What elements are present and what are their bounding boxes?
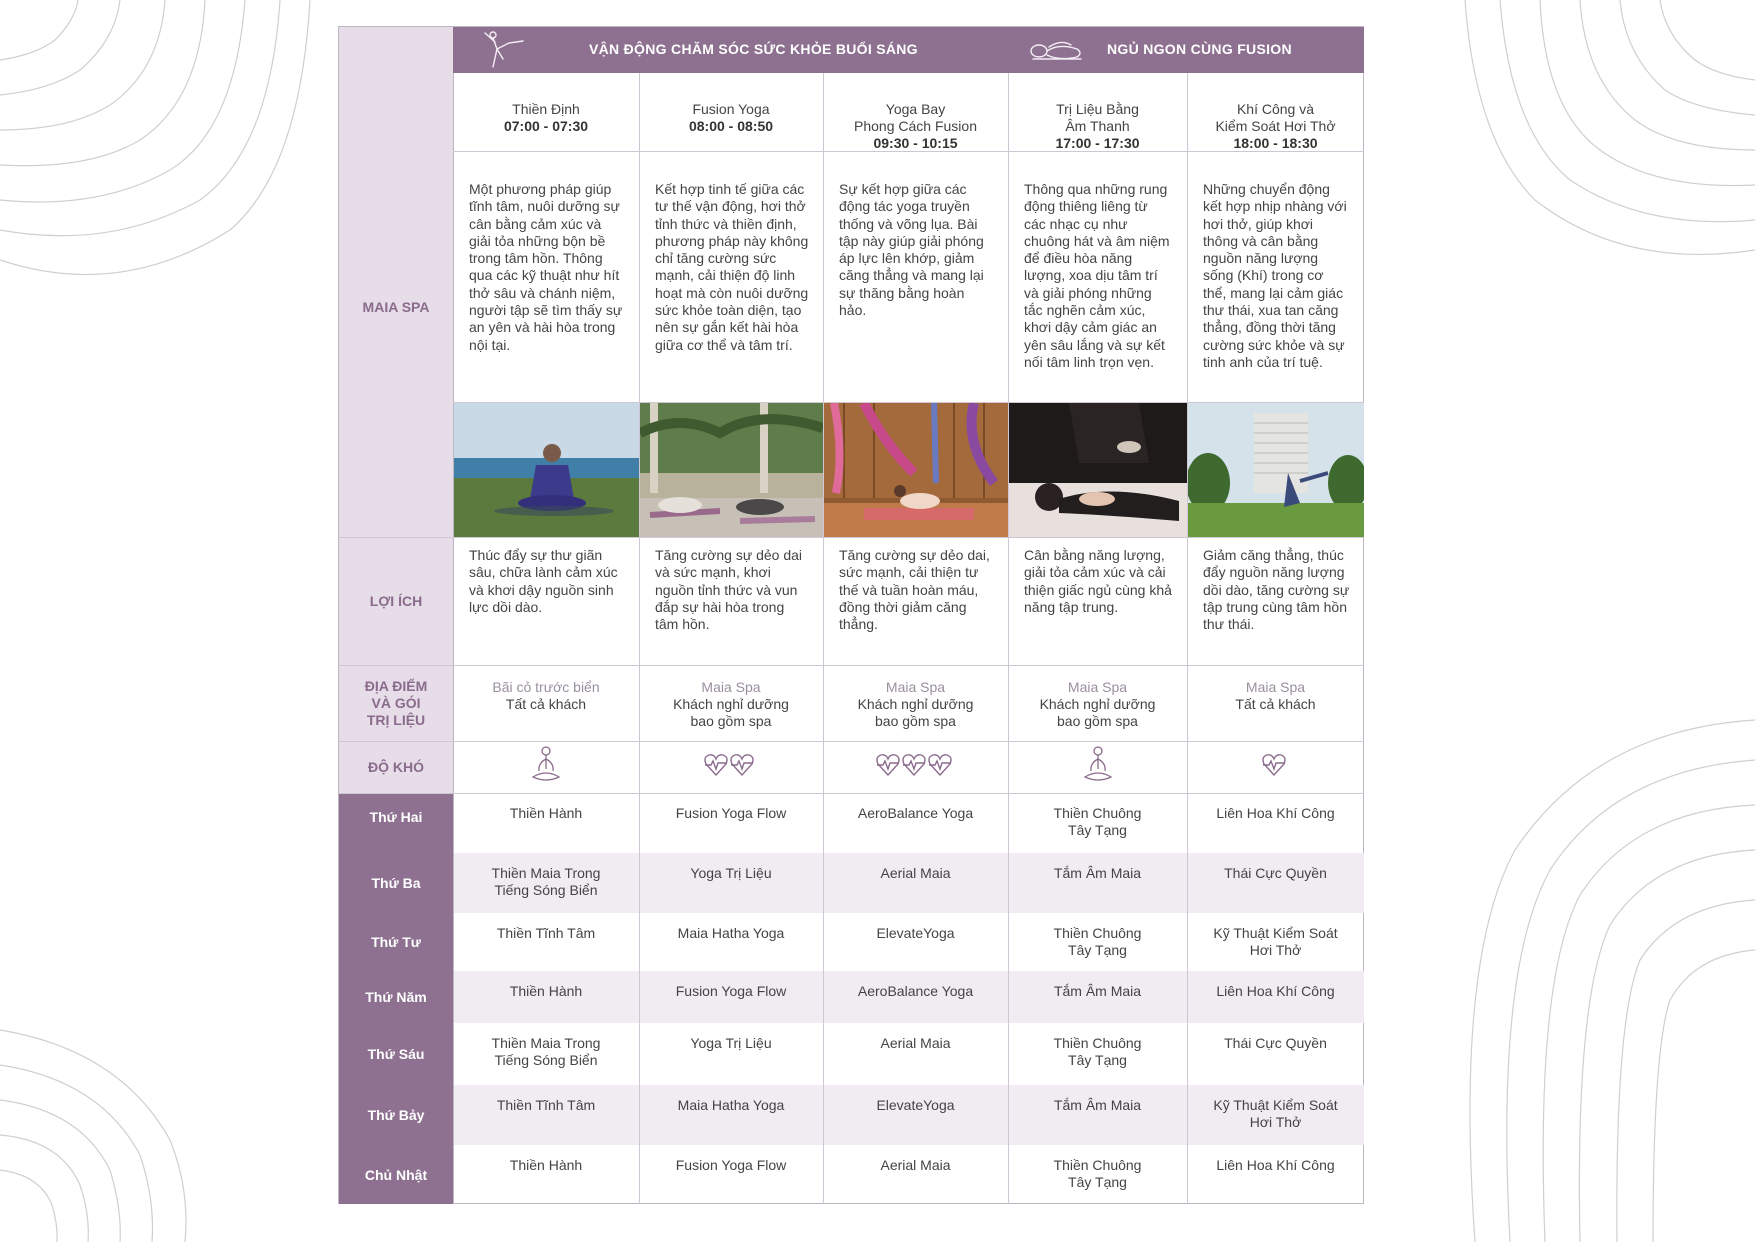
schedule-class bbox=[639, 853, 823, 913]
activity-benefit-4: Cân bằng năng lượng, giải tỏa cảm xúc và cải thiện giấc ngủ cùng khả năng tập trung. bbox=[1024, 547, 1172, 615]
activity-description-1: Một phương pháp giúp tĩnh tâm, nuôi dưỡng sự cân bằng cảm xúc và giải tỏa những bộn bề trong tâm hồn. Thông qua các kỹ thuật như hít thở sâu và chánh niệm, người tập sẽ tìm thấy sự an yên và hài hòa trong nội tại. bbox=[469, 181, 623, 353]
activity-name-line: Kiểm Soát Hơi Thở bbox=[1215, 118, 1336, 134]
activity-name-line: Fusion Yoga bbox=[692, 101, 770, 117]
meditation-icon bbox=[529, 745, 563, 790]
header-bar bbox=[453, 27, 1364, 73]
schedule-class bbox=[453, 913, 639, 971]
activity-name-line: Khí Công và bbox=[1236, 101, 1315, 117]
photo-fusion-yoga-class bbox=[640, 403, 823, 537]
activity-title-2 bbox=[639, 89, 823, 167]
schedule-day-7: Chủ Nhật bbox=[364, 1166, 428, 1183]
meditation-icon bbox=[1081, 745, 1115, 790]
schedule-class bbox=[639, 793, 823, 853]
schedule-class-line: Thiền Hành bbox=[509, 805, 583, 821]
location-label-2: VÀ GÓI bbox=[371, 694, 421, 711]
location-label-1: ĐỊA ĐIỂM bbox=[364, 677, 428, 694]
decorative-petal-bottom-left bbox=[0, 1010, 200, 1242]
schedule-day-3: Thứ Tư bbox=[371, 934, 421, 950]
schedule-class bbox=[1187, 1085, 1364, 1145]
schedule-class bbox=[639, 1023, 823, 1085]
schedule-class-line: Aerial Maia bbox=[880, 1157, 951, 1173]
schedule-class bbox=[823, 913, 1008, 971]
activity-location-5 bbox=[1187, 665, 1364, 741]
schedule-class-line: Liên Hoa Khí Công bbox=[1216, 983, 1335, 999]
morning-section-title: VẬN ĐỘNG CHĂM SÓC SỨC KHỎE BUỔI SÁNG bbox=[589, 41, 918, 57]
benefits-label: LỢI ÍCH bbox=[369, 593, 423, 609]
schedule-class bbox=[1008, 971, 1187, 1023]
schedule-class bbox=[1187, 971, 1364, 1023]
activity-benefit-3: Tăng cường sự dẻo dai, sức mạnh, cải thiện tư thế và tuần hoàn máu, đồng thời giảm căng thẳng. bbox=[839, 547, 990, 633]
schedule-class bbox=[453, 793, 639, 853]
schedule-class-line: Yoga Trị Liệu bbox=[690, 1035, 772, 1051]
schedule-class-line: Thiền Maia Trong bbox=[491, 1035, 601, 1051]
schedule-day-2: Thứ Ba bbox=[371, 875, 421, 891]
schedule-class-line: Thiền Chuông bbox=[1053, 1157, 1142, 1173]
two-heartbeat-icon bbox=[703, 750, 759, 785]
schedule-class-line: Tắm Âm Maia bbox=[1053, 865, 1142, 881]
location-guest-type: Tất cả khách bbox=[1235, 696, 1316, 712]
schedule-class-line: Tây Tạng bbox=[1068, 1174, 1127, 1190]
schedule-class bbox=[823, 1145, 1008, 1204]
activity-description-2: Kết hợp tinh tế giữa các tư thế vận động, hơi thở tỉnh thức và thiền định, phương pháp này không chỉ tăng cường sức mạnh, cải thiện độ linh hoạt mà còn nuôi dưỡng sức khỏe toàn diện, tạo nên sự gắn kết hài hòa giữa cơ thể và tâm trí. bbox=[655, 181, 809, 353]
activity-time: 08:00 - 08:50 bbox=[688, 118, 774, 134]
schedule-class-line: Yoga Trị Liệu bbox=[690, 865, 772, 881]
schedule-class-line: Thiền Chuông bbox=[1053, 1035, 1142, 1051]
difficulty-4 bbox=[1008, 741, 1187, 793]
schedule-class bbox=[823, 1085, 1008, 1145]
schedule-class-line: Thiền Tĩnh Tâm bbox=[496, 1097, 596, 1113]
schedule-day-1: Thứ Hai bbox=[369, 809, 423, 825]
schedule-class bbox=[1008, 1145, 1187, 1204]
difficulty-label: ĐỘ KHÓ bbox=[368, 759, 424, 775]
schedule-class bbox=[1008, 913, 1187, 971]
schedule-class-line: Thiền Hành bbox=[509, 983, 583, 999]
schedule-class bbox=[1187, 1145, 1364, 1204]
schedule-day-6: Thứ Bảy bbox=[367, 1107, 425, 1123]
schedule-class-line: Kỹ Thuật Kiểm Soát bbox=[1213, 925, 1338, 941]
schedule-class-line: Tắm Âm Maia bbox=[1053, 1097, 1142, 1113]
location-guest-type: Khách nghỉ dưỡng bbox=[673, 696, 789, 712]
row-label-location bbox=[339, 665, 453, 741]
schedule-class-line: Hơi Thở bbox=[1249, 942, 1302, 958]
photo-aerial-yoga bbox=[824, 403, 1008, 537]
difficulty-3 bbox=[823, 741, 1008, 793]
schedule-class-line: Thiền Chuông bbox=[1053, 805, 1142, 821]
activity-name-line: Phong Cách Fusion bbox=[854, 118, 977, 134]
activity-benefit-2: Tăng cường sự dẻo dai và sức mạnh, khơi nguồn tỉnh thức và vun đắp sự hài hòa trong tâm hồn. bbox=[655, 547, 803, 633]
activity-location-2 bbox=[639, 665, 823, 741]
schedule-class-line: Thái Cực Quyền bbox=[1224, 1035, 1327, 1051]
schedule-class bbox=[1008, 1023, 1187, 1085]
activity-name-line: Trị Liệu Bằng bbox=[1056, 101, 1139, 117]
schedule-class-line: Tắm Âm Maia bbox=[1053, 983, 1142, 999]
location-guest-type: Khách nghỉ dưỡng bbox=[1039, 696, 1156, 712]
schedule-table bbox=[338, 26, 1364, 1204]
photo-sound-therapy bbox=[1009, 403, 1187, 537]
activity-benefit-1: Thúc đẩy sự thư giãn sâu, chữa lành cảm xúc và khơi dậy nguồn sinh lực dồi dào. bbox=[469, 547, 618, 615]
location-place: Maia Spa bbox=[1245, 679, 1306, 695]
schedule-class-line: Hơi Thở bbox=[1249, 1114, 1302, 1130]
location-label-3: TRỊ LIỆU bbox=[366, 711, 426, 728]
schedule-class-line: Fusion Yoga Flow bbox=[675, 805, 787, 821]
location-place: Maia Spa bbox=[1067, 679, 1128, 695]
photo-qigong-lawn bbox=[1188, 403, 1364, 537]
activity-time: 17:00 - 17:30 bbox=[1055, 135, 1140, 151]
activity-title-4 bbox=[1008, 89, 1187, 167]
activity-description-5: Những chuyển động kết hợp nhịp nhàng với hơi thở, giúp khơi thông và cân bằng nguồn năng lượng sống (Khí) trong cơ thể, mang lại cảm giác thư thái, xua tan căng thẳng, đồng thời tăng cường sức khỏe và sự tinh anh của trí tuệ. bbox=[1203, 181, 1347, 370]
location-guest-type: bao gồm spa bbox=[690, 713, 772, 729]
schedule-class bbox=[453, 853, 639, 913]
schedule-class bbox=[453, 1023, 639, 1085]
location-place: Maia Spa bbox=[885, 679, 946, 695]
schedule-class bbox=[1187, 853, 1364, 913]
schedule-class bbox=[453, 1145, 639, 1204]
schedule-class-line: Thiền Maia Trong bbox=[491, 865, 601, 881]
schedule-class bbox=[1008, 1085, 1187, 1145]
schedule-class bbox=[823, 853, 1008, 913]
schedule-class-line: Tây Tạng bbox=[1068, 822, 1127, 838]
schedule-class-line: Maia Hatha Yoga bbox=[677, 1097, 785, 1113]
decorative-petal-top-right bbox=[1455, 0, 1755, 270]
schedule-class-line: Kỹ Thuật Kiểm Soát bbox=[1213, 1097, 1338, 1113]
activity-time: 09:30 - 10:15 bbox=[873, 135, 958, 151]
schedule-class bbox=[453, 1085, 639, 1145]
activity-time: 18:00 - 18:30 bbox=[1233, 135, 1318, 151]
schedule-class-line: Thiền Chuông bbox=[1053, 925, 1142, 941]
one-heartbeat-icon bbox=[1261, 750, 1291, 785]
schedule-class-line: Liên Hoa Khí Công bbox=[1216, 805, 1335, 821]
photo-meditation-beach bbox=[454, 403, 639, 537]
location-guest-type: Tất cả khách bbox=[505, 696, 587, 712]
schedule-class bbox=[823, 1023, 1008, 1085]
activity-benefit-5: Giảm căng thẳng, thúc đẩy nguồn năng lượng dồi dào, tăng cường sự tập trung cùng tâm hồn thư thái. bbox=[1203, 547, 1350, 633]
schedule-class-line: Maia Hatha Yoga bbox=[677, 925, 785, 941]
decorative-petal-right bbox=[1395, 710, 1755, 1242]
location-guest-type: Khách nghỉ dưỡng bbox=[857, 696, 974, 712]
schedule-class-line: Aerial Maia bbox=[880, 1035, 951, 1051]
schedule-class-line: AeroBalance Yoga bbox=[857, 805, 974, 821]
schedule-class-line: Thái Cực Quyền bbox=[1224, 865, 1327, 881]
schedule-class-line: Thiền Tĩnh Tâm bbox=[496, 925, 596, 941]
three-heartbeat-icon bbox=[875, 750, 957, 785]
activity-time: 07:00 - 07:30 bbox=[503, 118, 589, 134]
activity-description-3: Sự kết hợp giữa các động tác yoga truyền thống và võng lụa. Bài tập này giúp giải phóng áp lực lên khớp, giảm căng thẳng và mang lại sự thăng bằng hoàn hảo. bbox=[839, 181, 984, 319]
evening-section-title: NGỦ NGON CÙNG FUSION bbox=[1107, 41, 1292, 57]
location-place: Bãi cỏ trước biển bbox=[492, 679, 600, 695]
yoga-pose-icon bbox=[479, 29, 527, 71]
activity-location-4 bbox=[1008, 665, 1187, 741]
schedule-class bbox=[1008, 793, 1187, 853]
schedule-class bbox=[639, 971, 823, 1023]
schedule-class-line: Tây Tạng bbox=[1068, 942, 1127, 958]
maia-spa-label: MAIA SPA bbox=[362, 299, 430, 315]
activity-name-line: Thiền Định bbox=[512, 101, 580, 117]
decorative-petal-top-left bbox=[0, 0, 320, 300]
schedule-class bbox=[823, 793, 1008, 853]
schedule-class bbox=[639, 1145, 823, 1204]
schedule-class bbox=[639, 913, 823, 971]
difficulty-5 bbox=[1187, 741, 1364, 793]
location-guest-type: bao gồm spa bbox=[875, 713, 956, 729]
activity-location-3 bbox=[823, 665, 1008, 741]
schedule-class-line: Fusion Yoga Flow bbox=[675, 1157, 787, 1173]
activity-title-5 bbox=[1187, 89, 1364, 167]
schedule-class-line: Tây Tạng bbox=[1068, 1052, 1127, 1068]
location-guest-type: bao gồm spa bbox=[1057, 713, 1138, 729]
schedule-class-line: Thiền Hành bbox=[509, 1157, 583, 1173]
schedule-class-line: Aerial Maia bbox=[880, 865, 951, 881]
difficulty-1 bbox=[453, 741, 639, 793]
schedule-class bbox=[1187, 793, 1364, 853]
activity-name-line: Yoga Bay bbox=[885, 101, 946, 117]
schedule-class-line: ElevateYoga bbox=[876, 925, 955, 941]
schedule-day-5: Thứ Sáu bbox=[367, 1046, 425, 1062]
activity-title-3 bbox=[823, 89, 1008, 167]
schedule-class-line: AeroBalance Yoga bbox=[857, 983, 974, 999]
activity-name-line: Âm Thanh bbox=[1065, 118, 1130, 134]
activity-location-1 bbox=[453, 665, 639, 741]
schedule-class bbox=[1187, 1023, 1364, 1085]
row-label-benefits bbox=[339, 537, 453, 665]
schedule-class-line: Fusion Yoga Flow bbox=[675, 983, 787, 999]
schedule-day-4: Thứ Năm bbox=[365, 989, 427, 1005]
schedule-class bbox=[639, 1085, 823, 1145]
row-label-maia-spa bbox=[339, 157, 453, 457]
schedule-class bbox=[1008, 853, 1187, 913]
schedule-class-line: ElevateYoga bbox=[876, 1097, 955, 1113]
row-label-difficulty bbox=[339, 741, 453, 793]
schedule-class bbox=[823, 971, 1008, 1023]
schedule-class-line: Tiếng Sóng Biển bbox=[494, 882, 598, 898]
location-place: Maia Spa bbox=[701, 679, 761, 695]
schedule-class-line: Liên Hoa Khí Công bbox=[1216, 1157, 1335, 1173]
schedule-class bbox=[453, 971, 639, 1023]
activity-description-4: Thông qua những rung động thiêng liêng từ các nhạc cụ như chuông hát và âm niệm để điều hòa năng lượng, xoa dịu tâm trí và giải phóng những tắc nghẽn cảm xúc, khơi dậy cảm giác an yên sâu lắng và sự kết nối tâm linh trọn vẹn. bbox=[1024, 181, 1170, 370]
schedule-class-line: Tiếng Sóng Biển bbox=[494, 1052, 598, 1068]
difficulty-2 bbox=[639, 741, 823, 793]
schedule-class bbox=[1187, 913, 1364, 971]
sleeping-person-icon bbox=[1029, 35, 1085, 65]
activity-title-1 bbox=[453, 89, 639, 167]
